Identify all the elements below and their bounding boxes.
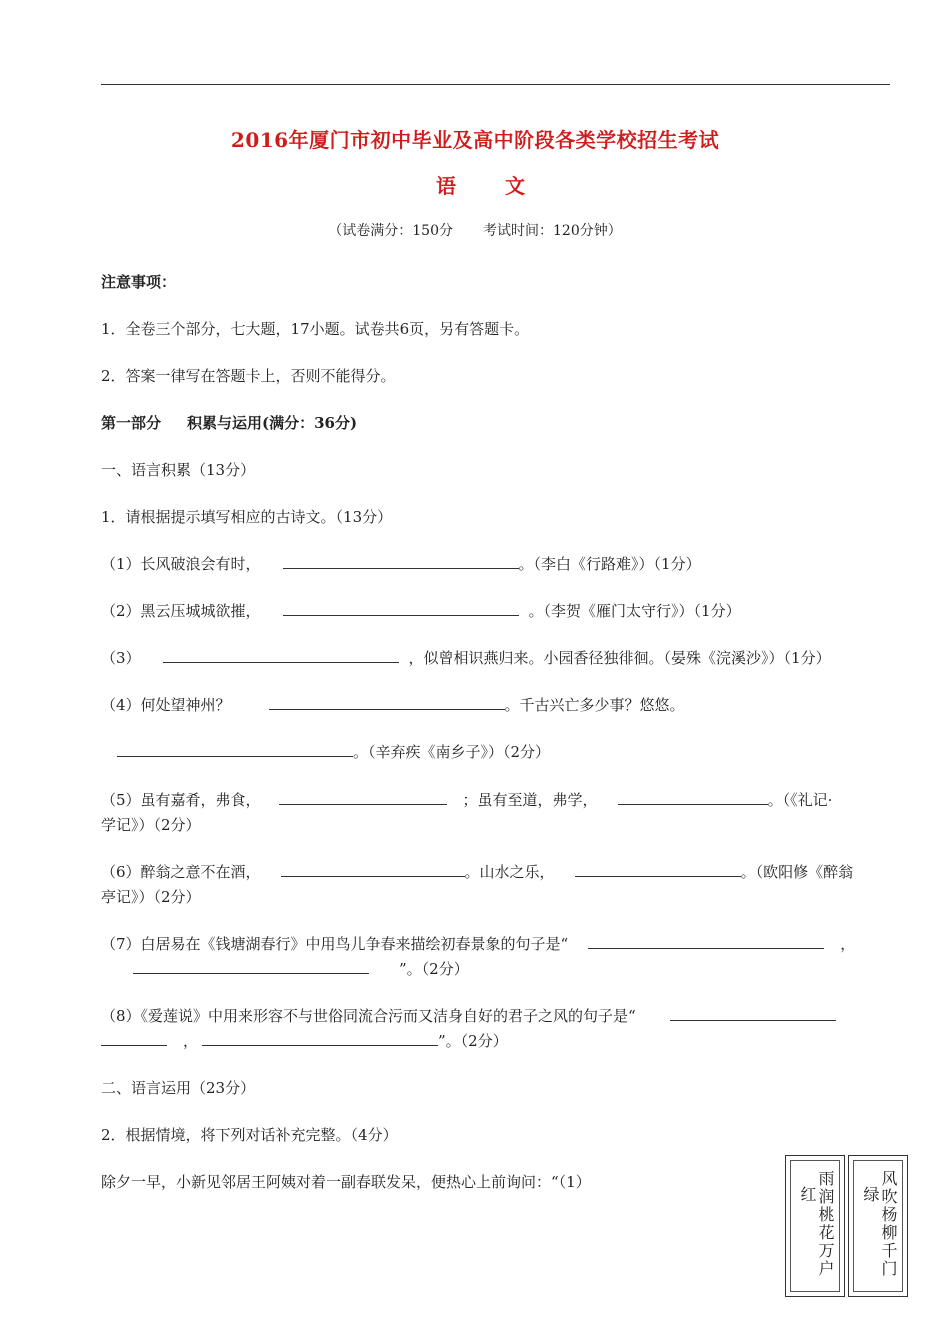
blank-7b[interactable] bbox=[133, 959, 369, 974]
couplet-left-main: 雨润桃花万户 bbox=[816, 1170, 835, 1278]
section1-heading: 一、语言积累（13分） bbox=[101, 461, 256, 479]
item-4-continued bbox=[101, 741, 550, 762]
item-5-continued: 学记》）（2分） bbox=[101, 816, 201, 834]
item-6 bbox=[101, 861, 853, 882]
item-2-text-a: （2）黑云压城城欲摧， bbox=[101, 602, 261, 620]
question-2: 2．根据情境，将下列对话补充完整。（4分） bbox=[101, 1126, 398, 1144]
part1-heading-a: 第一部分 bbox=[101, 414, 162, 432]
subject-char-1: 语 bbox=[436, 174, 456, 198]
blank-7a[interactable] bbox=[588, 934, 824, 949]
item-7-text-b: ， bbox=[840, 935, 856, 953]
item-7-text-a: （7）白居易在《钱塘湖春行》中用鸟儿争春来描绘初春景象的句子是“ bbox=[101, 935, 569, 953]
blank-4b[interactable] bbox=[117, 742, 353, 757]
item-5-text-c: 。（《礼记· bbox=[767, 791, 833, 809]
item-3-text-b: ，似曾相识燕归来。小园香径独徘徊。（晏殊《浣溪沙》）（1分） bbox=[408, 649, 831, 667]
item-6-continued: 亭记》）（2分） bbox=[101, 888, 201, 906]
part1-heading-b: 积累与运用(满分：36分) bbox=[187, 414, 358, 432]
section2-heading: 二、语言运用（23分） bbox=[101, 1079, 256, 1097]
couplet-right-main: 风吹杨柳千门 bbox=[879, 1170, 898, 1278]
item-5-text-b: ；虽有至道，弗学， bbox=[462, 791, 598, 809]
question-2-text: 除夕一早，小新见邻居王阿姨对着一副春联发呆，便热心上前询问：“（1） bbox=[101, 1173, 591, 1191]
item-2 bbox=[101, 600, 741, 621]
full-score: （试卷满分：150分 bbox=[328, 223, 453, 239]
item-7 bbox=[101, 933, 855, 954]
couplet-left bbox=[785, 1155, 845, 1297]
item-8-text-a: （8）《爱莲说》中用来形容不与世俗同流合污而又洁身自好的君子之风的句子是“ bbox=[101, 1007, 636, 1025]
item-3-text-a: （3） bbox=[101, 649, 141, 667]
item-2-text-b: 。（李贺《雁门太守行》）（1分） bbox=[528, 602, 741, 620]
item-8 bbox=[101, 1005, 836, 1026]
exam-title: 2016年厦门市初中毕业及高中阶段各类学校招生考试 bbox=[230, 128, 720, 152]
item-7-continued bbox=[101, 958, 469, 979]
blank-8b[interactable] bbox=[202, 1031, 438, 1046]
item-4 bbox=[101, 694, 685, 715]
couplet-right-tail: 绿 bbox=[861, 1186, 880, 1204]
blank-6a[interactable] bbox=[281, 862, 465, 877]
question-1: 1．请根据提示填写相应的古诗文。（13分） bbox=[101, 508, 393, 526]
blank-4a[interactable] bbox=[269, 695, 505, 710]
blank-2[interactable] bbox=[283, 601, 519, 616]
item-8-continued bbox=[101, 1030, 508, 1051]
item-5 bbox=[101, 789, 832, 810]
header-rule bbox=[101, 84, 890, 85]
exam-meta bbox=[0, 220, 950, 240]
notice-heading: 注意事项： bbox=[101, 273, 177, 291]
item-6-text-a: （6）醉翁之意不在酒， bbox=[101, 863, 261, 881]
item-8-text-b: ， bbox=[183, 1032, 199, 1050]
blank-5a[interactable] bbox=[279, 790, 447, 805]
couplet-right bbox=[848, 1155, 908, 1297]
item-4-text-a: （4）何处望神州？ bbox=[101, 696, 231, 714]
notice-item-2: 2．答案一律写在答题卡上，否则不能得分。 bbox=[101, 367, 396, 385]
item-1-text-a: （1）长风破浪会有时， bbox=[101, 555, 261, 573]
item-4-text-b: 。千古兴亡多少事？悠悠。 bbox=[504, 696, 685, 714]
blank-8a-cont[interactable] bbox=[101, 1031, 167, 1046]
item-6-text-c: 。（欧阳修《醉翁 bbox=[740, 863, 854, 881]
blank-6b[interactable] bbox=[575, 862, 741, 877]
item-1 bbox=[101, 553, 701, 574]
item-4-text-c: 。（辛弃疾《南乡子》）（2分） bbox=[353, 743, 551, 761]
item-7-text-c: ”。（2分） bbox=[399, 960, 469, 978]
blank-1[interactable] bbox=[283, 554, 519, 569]
blank-3[interactable] bbox=[163, 648, 399, 663]
item-3 bbox=[101, 647, 831, 668]
subject-char-2: 文 bbox=[505, 174, 525, 198]
item-5-text-a: （5）虽有嘉肴，弗食， bbox=[101, 791, 261, 809]
item-6-text-b: 。山水之乐， bbox=[464, 863, 555, 881]
notice-item-1: 1．全卷三个部分，七大题，17小题。试卷共6页，另有答题卡。 bbox=[101, 320, 530, 338]
couplet-left-tail: 红 bbox=[798, 1186, 817, 1204]
blank-8a[interactable] bbox=[670, 1006, 836, 1021]
item-8-text-c: ”。（2分） bbox=[438, 1032, 508, 1050]
item-1-text-b: 。（李白《行路难》）（1分） bbox=[518, 555, 701, 573]
duration: 考试时间：120分钟） bbox=[483, 223, 622, 239]
blank-5b[interactable] bbox=[618, 790, 768, 805]
part1-heading bbox=[101, 412, 357, 433]
